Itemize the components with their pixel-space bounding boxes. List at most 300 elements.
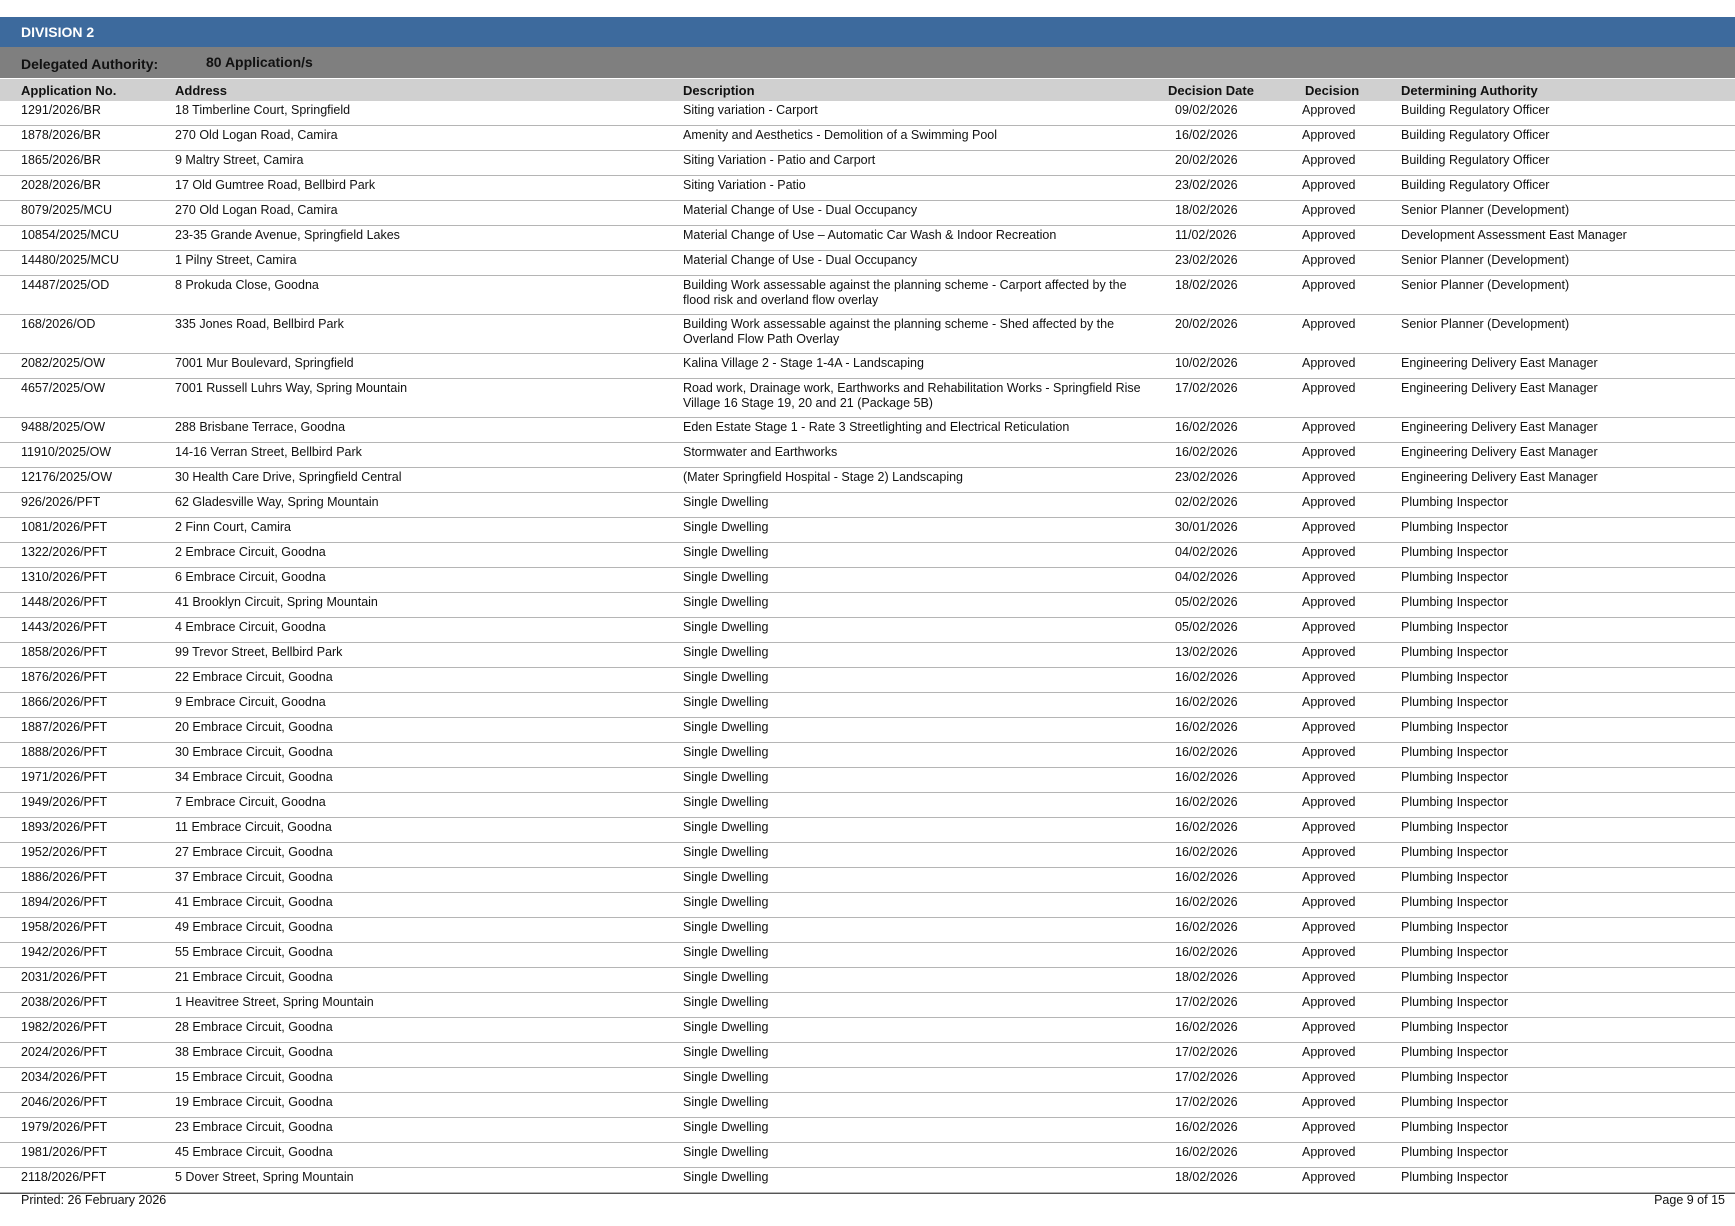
table-row xyxy=(0,276,1735,315)
table-row xyxy=(0,1043,1735,1068)
determining-authority-cell: Plumbing Inspector xyxy=(1401,1145,1509,1159)
decision-cell: Approved xyxy=(1302,920,1356,934)
decision-date-cell: 18/02/2026 xyxy=(1175,278,1238,292)
address-cell: 4 Embrace Circuit, Goodna xyxy=(175,620,326,634)
column-decision-date: Decision Date xyxy=(1168,83,1254,98)
table-row xyxy=(0,743,1735,768)
table-row xyxy=(0,593,1735,618)
address-cell: 8 Prokuda Close, Goodna xyxy=(175,278,319,292)
table-row xyxy=(0,568,1735,593)
application-no-cell: 2038/2026/PFT xyxy=(21,995,108,1009)
table-row xyxy=(0,993,1735,1018)
determining-authority-cell: Plumbing Inspector xyxy=(1401,795,1509,809)
determining-authority-cell: Senior Planner (Development) xyxy=(1401,317,1570,331)
determining-authority-cell: Building Regulatory Officer xyxy=(1401,103,1550,117)
division-header xyxy=(0,17,1735,47)
decision-cell: Approved xyxy=(1302,695,1356,709)
table-header xyxy=(0,79,1735,101)
decision-date-cell: 02/02/2026 xyxy=(1175,495,1238,509)
application-no-cell: 1448/2026/PFT xyxy=(21,595,108,609)
determining-authority-cell: Plumbing Inspector xyxy=(1401,995,1509,1009)
division-title: DIVISION 2 xyxy=(21,24,95,40)
decision-date-cell: 10/02/2026 xyxy=(1175,356,1238,370)
table-row xyxy=(0,618,1735,643)
address-cell: 62 Gladesville Way, Spring Mountain xyxy=(175,495,379,509)
decision-date-cell: 30/01/2026 xyxy=(1175,520,1238,534)
table-row xyxy=(0,518,1735,543)
table-row xyxy=(0,1168,1735,1193)
application-no-cell: 1310/2026/PFT xyxy=(21,570,108,584)
application-no-cell: 1952/2026/PFT xyxy=(21,845,108,859)
application-no-cell: 1081/2026/PFT xyxy=(21,520,108,534)
decision-cell: Approved xyxy=(1302,317,1356,331)
column-address: Address xyxy=(175,83,228,98)
application-no-cell: 1981/2026/PFT xyxy=(21,1145,108,1159)
table-row xyxy=(0,718,1735,743)
table-row xyxy=(0,843,1735,868)
table-row xyxy=(0,918,1735,943)
address-cell: 288 Brisbane Terrace, Goodna xyxy=(175,420,346,434)
decision-cell: Approved xyxy=(1302,1070,1356,1084)
address-cell: 2 Finn Court, Camira xyxy=(175,520,292,534)
determining-authority-cell: Plumbing Inspector xyxy=(1401,1020,1509,1034)
application-no-cell: 9488/2025/OW xyxy=(21,420,106,434)
address-cell: 335 Jones Road, Bellbird Park xyxy=(175,317,344,331)
description-cell: Material Change of Use - Dual Occupancy xyxy=(683,253,918,267)
determining-authority-cell: Plumbing Inspector xyxy=(1401,1170,1509,1184)
address-cell: 18 Timberline Court, Springfield xyxy=(175,103,351,117)
decision-date-cell: 16/02/2026 xyxy=(1175,445,1238,459)
determining-authority-cell: Plumbing Inspector xyxy=(1401,720,1509,734)
application-no-cell: 168/2026/OD xyxy=(21,317,96,331)
description-cell: Single Dwelling xyxy=(683,1145,769,1159)
application-no-cell: 1979/2026/PFT xyxy=(21,1120,108,1134)
printed-date: Printed: 26 February 2026 xyxy=(21,1193,167,1207)
determining-authority-cell: Plumbing Inspector xyxy=(1401,545,1509,559)
authority-label: Delegated Authority: xyxy=(21,56,159,72)
determining-authority-cell: Senior Planner (Development) xyxy=(1401,278,1570,292)
address-cell: 7 Embrace Circuit, Goodna xyxy=(175,795,326,809)
decision-date-cell: 18/02/2026 xyxy=(1175,203,1238,217)
application-no-cell: 1865/2026/BR xyxy=(21,153,101,167)
table-row xyxy=(0,643,1735,668)
determining-authority-cell: Development Assessment East Manager xyxy=(1401,228,1627,242)
description-cell: Single Dwelling xyxy=(683,720,769,734)
description-cell: Road work, Drainage work, Earthworks and Rehabilitation Works - Springfield Rise Village 16 Stage 19, 20 and 21 (Package 5B) xyxy=(683,381,1141,410)
application-no-cell: 1894/2026/PFT xyxy=(21,895,108,909)
determining-authority-cell: Plumbing Inspector xyxy=(1401,870,1509,884)
determining-authority-cell: Plumbing Inspector xyxy=(1401,945,1509,959)
table-row xyxy=(0,443,1735,468)
application-no-cell: 1858/2026/PFT xyxy=(21,645,108,659)
application-no-cell: 1893/2026/PFT xyxy=(21,820,108,834)
description-cell: Single Dwelling xyxy=(683,570,769,584)
address-cell: 55 Embrace Circuit, Goodna xyxy=(175,945,333,959)
application-no-cell: 1322/2026/PFT xyxy=(21,545,108,559)
table-row xyxy=(0,226,1735,251)
decision-cell: Approved xyxy=(1302,595,1356,609)
decision-date-cell: 16/02/2026 xyxy=(1175,1020,1238,1034)
description-cell: Single Dwelling xyxy=(683,945,769,959)
table-row xyxy=(0,151,1735,176)
application-no-cell: 1878/2026/BR xyxy=(21,128,101,142)
table-row xyxy=(0,1068,1735,1093)
table-row xyxy=(0,893,1735,918)
decision-cell: Approved xyxy=(1302,770,1356,784)
table-row xyxy=(0,251,1735,276)
description-cell: Single Dwelling xyxy=(683,545,769,559)
description-cell: Single Dwelling xyxy=(683,745,769,759)
application-no-cell: 2024/2026/PFT xyxy=(21,1045,108,1059)
decision-date-cell: 16/02/2026 xyxy=(1175,1120,1238,1134)
address-cell: 270 Old Logan Road, Camira xyxy=(175,128,338,142)
decision-cell: Approved xyxy=(1302,1095,1356,1109)
decision-cell: Approved xyxy=(1302,470,1356,484)
decision-cell: Approved xyxy=(1302,1170,1356,1184)
column-decision: Decision xyxy=(1305,83,1360,98)
address-cell: 11 Embrace Circuit, Goodna xyxy=(175,820,332,834)
determining-authority-cell: Plumbing Inspector xyxy=(1401,1045,1509,1059)
description-cell: Single Dwelling xyxy=(683,770,769,784)
determining-authority-cell: Senior Planner (Development) xyxy=(1401,203,1570,217)
address-cell: 23-35 Grande Avenue, Springfield Lakes xyxy=(175,228,400,242)
decision-date-cell: 09/02/2026 xyxy=(1175,103,1238,117)
decision-date-cell: 16/02/2026 xyxy=(1175,670,1238,684)
address-cell: 41 Brooklyn Circuit, Spring Mountain xyxy=(175,595,378,609)
determining-authority-cell: Plumbing Inspector xyxy=(1401,670,1509,684)
description-cell: Single Dwelling xyxy=(683,870,769,884)
application-no-cell: 1982/2026/PFT xyxy=(21,1020,108,1034)
determining-authority-cell: Plumbing Inspector xyxy=(1401,570,1509,584)
decision-date-cell: 16/02/2026 xyxy=(1175,128,1238,142)
decision-cell: Approved xyxy=(1302,645,1356,659)
application-no-cell: 1942/2026/PFT xyxy=(21,945,108,959)
determining-authority-cell: Plumbing Inspector xyxy=(1401,770,1509,784)
table-row xyxy=(0,354,1735,379)
determining-authority-cell: Plumbing Inspector xyxy=(1401,1120,1509,1134)
address-cell: 9 Embrace Circuit, Goodna xyxy=(175,695,326,709)
decision-cell: Approved xyxy=(1302,995,1356,1009)
address-cell: 28 Embrace Circuit, Goodna xyxy=(175,1020,333,1034)
decision-cell: Approved xyxy=(1302,495,1356,509)
description-cell: Single Dwelling xyxy=(683,820,769,834)
decision-cell: Approved xyxy=(1302,845,1356,859)
address-cell: 45 Embrace Circuit, Goodna xyxy=(175,1145,333,1159)
application-no-cell: 8079/2025/MCU xyxy=(21,203,113,217)
decision-cell: Approved xyxy=(1302,620,1356,634)
decision-cell: Approved xyxy=(1302,795,1356,809)
applications-table xyxy=(0,101,1735,1193)
determining-authority-cell: Plumbing Inspector xyxy=(1401,695,1509,709)
description-cell: Siting Variation - Patio xyxy=(683,178,806,192)
application-no-cell: 2118/2026/PFT xyxy=(21,1170,107,1184)
decision-date-cell: 05/02/2026 xyxy=(1175,595,1238,609)
determining-authority-cell: Engineering Delivery East Manager xyxy=(1401,381,1598,395)
application-no-cell: 1949/2026/PFT xyxy=(21,795,108,809)
application-no-cell: 2046/2026/PFT xyxy=(21,1095,108,1109)
table-row xyxy=(0,1118,1735,1143)
table-row xyxy=(0,693,1735,718)
decision-date-cell: 16/02/2026 xyxy=(1175,770,1238,784)
decision-date-cell: 16/02/2026 xyxy=(1175,820,1238,834)
column-description: Description xyxy=(683,83,755,98)
decision-cell: Approved xyxy=(1302,203,1356,217)
decision-cell: Approved xyxy=(1302,870,1356,884)
address-cell: 14-16 Verran Street, Bellbird Park xyxy=(175,445,362,459)
application-no-cell: 1888/2026/PFT xyxy=(21,745,108,759)
decision-cell: Approved xyxy=(1302,970,1356,984)
decision-date-cell: 16/02/2026 xyxy=(1175,720,1238,734)
address-cell: 6 Embrace Circuit, Goodna xyxy=(175,570,326,584)
determining-authority-cell: Plumbing Inspector xyxy=(1401,1070,1509,1084)
application-no-cell: 2034/2026/PFT xyxy=(21,1070,108,1084)
decision-date-cell: 16/02/2026 xyxy=(1175,945,1238,959)
authority-count: 80 Application/s xyxy=(206,54,313,70)
address-cell: 9 Maltry Street, Camira xyxy=(175,153,304,167)
application-no-cell: 11910/2025/OW xyxy=(21,445,112,459)
application-no-cell: 1876/2026/PFT xyxy=(21,670,108,684)
determining-authority-cell: Plumbing Inspector xyxy=(1401,520,1509,534)
determining-authority-cell: Plumbing Inspector xyxy=(1401,970,1509,984)
description-cell: Single Dwelling xyxy=(683,1070,769,1084)
table-row xyxy=(0,818,1735,843)
determining-authority-cell: Plumbing Inspector xyxy=(1401,895,1509,909)
page-number: Page 9 of 15 xyxy=(1654,1193,1725,1207)
address-cell: 34 Embrace Circuit, Goodna xyxy=(175,770,333,784)
decision-date-cell: 17/02/2026 xyxy=(1175,1045,1238,1059)
application-no-cell: 2028/2026/BR xyxy=(21,178,101,192)
description-cell: Single Dwelling xyxy=(683,495,769,509)
table-row xyxy=(0,315,1735,354)
determining-authority-cell: Plumbing Inspector xyxy=(1401,595,1509,609)
decision-date-cell: 16/02/2026 xyxy=(1175,870,1238,884)
address-cell: 5 Dover Street, Spring Mountain xyxy=(175,1170,354,1184)
description-cell: Single Dwelling xyxy=(683,795,769,809)
decision-date-cell: 23/02/2026 xyxy=(1175,253,1238,267)
address-cell: 41 Embrace Circuit, Goodna xyxy=(175,895,333,909)
determining-authority-cell: Plumbing Inspector xyxy=(1401,1095,1509,1109)
decision-date-cell: 17/02/2026 xyxy=(1175,1095,1238,1109)
address-cell: 37 Embrace Circuit, Goodna xyxy=(175,870,333,884)
decision-cell: Approved xyxy=(1302,278,1356,292)
address-cell: 7001 Russell Luhrs Way, Spring Mountain xyxy=(175,381,408,395)
decision-date-cell: 18/02/2026 xyxy=(1175,1170,1238,1184)
application-no-cell: 14480/2025/MCU xyxy=(21,253,119,267)
description-cell: Amenity and Aesthetics - Demolition of a Swimming Pool xyxy=(683,128,998,142)
table-row xyxy=(0,1093,1735,1118)
table-row xyxy=(0,1018,1735,1043)
application-no-cell: 10854/2025/MCU xyxy=(21,228,119,242)
table-row xyxy=(0,968,1735,993)
address-cell: 2 Embrace Circuit, Goodna xyxy=(175,545,326,559)
description-cell: Single Dwelling xyxy=(683,1045,769,1059)
table-row xyxy=(0,101,1735,126)
decision-cell: Approved xyxy=(1302,945,1356,959)
decision-cell: Approved xyxy=(1302,670,1356,684)
decision-cell: Approved xyxy=(1302,128,1356,142)
application-no-cell: 1971/2026/PFT xyxy=(21,770,108,784)
decision-date-cell: 17/02/2026 xyxy=(1175,1070,1238,1084)
description-cell: Material Change of Use – Automatic Car Wash & Indoor Recreation xyxy=(683,228,1057,242)
description-cell: Single Dwelling xyxy=(683,520,769,534)
description-cell: Material Change of Use - Dual Occupancy xyxy=(683,203,918,217)
determining-authority-cell: Plumbing Inspector xyxy=(1401,645,1509,659)
determining-authority-cell: Plumbing Inspector xyxy=(1401,620,1509,634)
decision-date-cell: 04/02/2026 xyxy=(1175,545,1238,559)
decision-cell: Approved xyxy=(1302,820,1356,834)
decision-cell: Approved xyxy=(1302,445,1356,459)
decision-cell: Approved xyxy=(1302,228,1356,242)
description-cell: Single Dwelling xyxy=(683,995,769,1009)
table-row xyxy=(0,768,1735,793)
description-cell: Kalina Village 2 - Stage 1-4A - Landscaping xyxy=(683,356,924,370)
authority-summary xyxy=(0,47,1735,78)
table-row xyxy=(0,1143,1735,1168)
decision-date-cell: 18/02/2026 xyxy=(1175,970,1238,984)
description-cell: Single Dwelling xyxy=(683,595,769,609)
determining-authority-cell: Senior Planner (Development) xyxy=(1401,253,1570,267)
decision-date-cell: 16/02/2026 xyxy=(1175,745,1238,759)
description-cell: Eden Estate Stage 1 - Rate 3 Streetlighting and Electrical Reticulation xyxy=(683,420,1070,434)
decision-date-cell: 23/02/2026 xyxy=(1175,178,1238,192)
decision-date-cell: 16/02/2026 xyxy=(1175,920,1238,934)
address-cell: 270 Old Logan Road, Camira xyxy=(175,203,338,217)
address-cell: 7001 Mur Boulevard, Springfield xyxy=(175,356,354,370)
address-cell: 99 Trevor Street, Bellbird Park xyxy=(175,645,343,659)
decision-date-cell: 04/02/2026 xyxy=(1175,570,1238,584)
application-no-cell: 12176/2025/OW xyxy=(21,470,113,484)
description-cell: Stormwater and Earthworks xyxy=(683,445,838,459)
decision-date-cell: 16/02/2026 xyxy=(1175,895,1238,909)
application-no-cell: 2031/2026/PFT xyxy=(21,970,108,984)
decision-date-cell: 20/02/2026 xyxy=(1175,153,1238,167)
table-row xyxy=(0,668,1735,693)
determining-authority-cell: Engineering Delivery East Manager xyxy=(1401,420,1598,434)
description-cell: Single Dwelling xyxy=(683,695,769,709)
application-no-cell: 1886/2026/PFT xyxy=(21,870,108,884)
decision-date-cell: 16/02/2026 xyxy=(1175,845,1238,859)
address-cell: 15 Embrace Circuit, Goodna xyxy=(175,1070,333,1084)
decision-date-cell: 20/02/2026 xyxy=(1175,317,1238,331)
table-row xyxy=(0,468,1735,493)
description-cell: Building Work assessable against the planning scheme - Carport affected by the flood risk and overland flow overlay xyxy=(683,278,1127,307)
decision-cell: Approved xyxy=(1302,1045,1356,1059)
description-cell: Siting Variation - Patio and Carport xyxy=(683,153,876,167)
table-row xyxy=(0,379,1735,418)
description-cell: Building Work assessable against the planning scheme - Shed affected by the Overland Flow Path Overlay xyxy=(683,317,1115,346)
decision-cell: Approved xyxy=(1302,153,1356,167)
determining-authority-cell: Plumbing Inspector xyxy=(1401,820,1509,834)
decision-date-cell: 16/02/2026 xyxy=(1175,695,1238,709)
address-cell: 38 Embrace Circuit, Goodna xyxy=(175,1045,333,1059)
address-cell: 1 Heavitree Street, Spring Mountain xyxy=(175,995,374,1009)
decision-date-cell: 17/02/2026 xyxy=(1175,381,1238,395)
decision-date-cell: 16/02/2026 xyxy=(1175,795,1238,809)
determining-authority-cell: Building Regulatory Officer xyxy=(1401,153,1550,167)
description-cell: (Mater Springfield Hospital - Stage 2) Landscaping xyxy=(683,470,964,484)
table-row xyxy=(0,176,1735,201)
decision-cell: Approved xyxy=(1302,103,1356,117)
decision-cell: Approved xyxy=(1302,1120,1356,1134)
determining-authority-cell: Engineering Delivery East Manager xyxy=(1401,445,1598,459)
address-cell: 17 Old Gumtree Road, Bellbird Park xyxy=(175,178,376,192)
description-cell: Single Dwelling xyxy=(683,1095,769,1109)
decision-date-cell: 05/02/2026 xyxy=(1175,620,1238,634)
table-row xyxy=(0,493,1735,518)
address-cell: 20 Embrace Circuit, Goodna xyxy=(175,720,333,734)
decision-cell: Approved xyxy=(1302,545,1356,559)
determining-authority-cell: Plumbing Inspector xyxy=(1401,920,1509,934)
address-cell: 30 Embrace Circuit, Goodna xyxy=(175,745,333,759)
description-cell: Single Dwelling xyxy=(683,645,769,659)
address-cell: 22 Embrace Circuit, Goodna xyxy=(175,670,333,684)
decision-cell: Approved xyxy=(1302,356,1356,370)
decision-date-cell: 17/02/2026 xyxy=(1175,995,1238,1009)
table-row xyxy=(0,943,1735,968)
determining-authority-cell: Plumbing Inspector xyxy=(1401,745,1509,759)
decision-date-cell: 16/02/2026 xyxy=(1175,420,1238,434)
determining-authority-cell: Building Regulatory Officer xyxy=(1401,128,1550,142)
decision-cell: Approved xyxy=(1302,1145,1356,1159)
decision-date-cell: 16/02/2026 xyxy=(1175,1145,1238,1159)
decision-cell: Approved xyxy=(1302,895,1356,909)
column-determining-authority: Determining Authority xyxy=(1401,83,1538,98)
address-cell: 23 Embrace Circuit, Goodna xyxy=(175,1120,333,1134)
description-cell: Single Dwelling xyxy=(683,920,769,934)
application-no-cell: 14487/2025/OD xyxy=(21,278,110,292)
decision-date-cell: 13/02/2026 xyxy=(1175,645,1238,659)
table-row xyxy=(0,126,1735,151)
decision-cell: Approved xyxy=(1302,745,1356,759)
table-row xyxy=(0,868,1735,893)
description-cell: Single Dwelling xyxy=(683,1020,769,1034)
decision-date-cell: 23/02/2026 xyxy=(1175,470,1238,484)
address-cell: 21 Embrace Circuit, Goodna xyxy=(175,970,333,984)
description-cell: Single Dwelling xyxy=(683,895,769,909)
address-cell: 1 Pilny Street, Camira xyxy=(175,253,297,267)
decision-cell: Approved xyxy=(1302,520,1356,534)
description-cell: Single Dwelling xyxy=(683,620,769,634)
application-no-cell: 1958/2026/PFT xyxy=(21,920,108,934)
determining-authority-cell: Engineering Delivery East Manager xyxy=(1401,356,1598,370)
decision-date-cell: 11/02/2026 xyxy=(1175,228,1237,242)
description-cell: Siting variation - Carport xyxy=(683,103,818,117)
decision-cell: Approved xyxy=(1302,420,1356,434)
decision-cell: Approved xyxy=(1302,253,1356,267)
decision-cell: Approved xyxy=(1302,178,1356,192)
application-no-cell: 1291/2026/BR xyxy=(21,103,101,117)
determining-authority-cell: Plumbing Inspector xyxy=(1401,845,1509,859)
description-cell: Single Dwelling xyxy=(683,670,769,684)
application-no-cell: 926/2026/PFT xyxy=(21,495,101,509)
table-row xyxy=(0,418,1735,443)
table-row xyxy=(0,793,1735,818)
application-no-cell: 1887/2026/PFT xyxy=(21,720,108,734)
address-cell: 49 Embrace Circuit, Goodna xyxy=(175,920,333,934)
decision-cell: Approved xyxy=(1302,720,1356,734)
decision-cell: Approved xyxy=(1302,381,1356,395)
description-cell: Single Dwelling xyxy=(683,845,769,859)
determining-authority-cell: Building Regulatory Officer xyxy=(1401,178,1550,192)
description-cell: Single Dwelling xyxy=(683,1170,769,1184)
decision-cell: Approved xyxy=(1302,570,1356,584)
address-cell: 27 Embrace Circuit, Goodna xyxy=(175,845,333,859)
table-row xyxy=(0,201,1735,226)
application-no-cell: 2082/2025/OW xyxy=(21,356,106,370)
footer-divider xyxy=(0,1193,1735,1194)
application-no-cell: 1443/2026/PFT xyxy=(21,620,108,634)
address-cell: 19 Embrace Circuit, Goodna xyxy=(175,1095,333,1109)
